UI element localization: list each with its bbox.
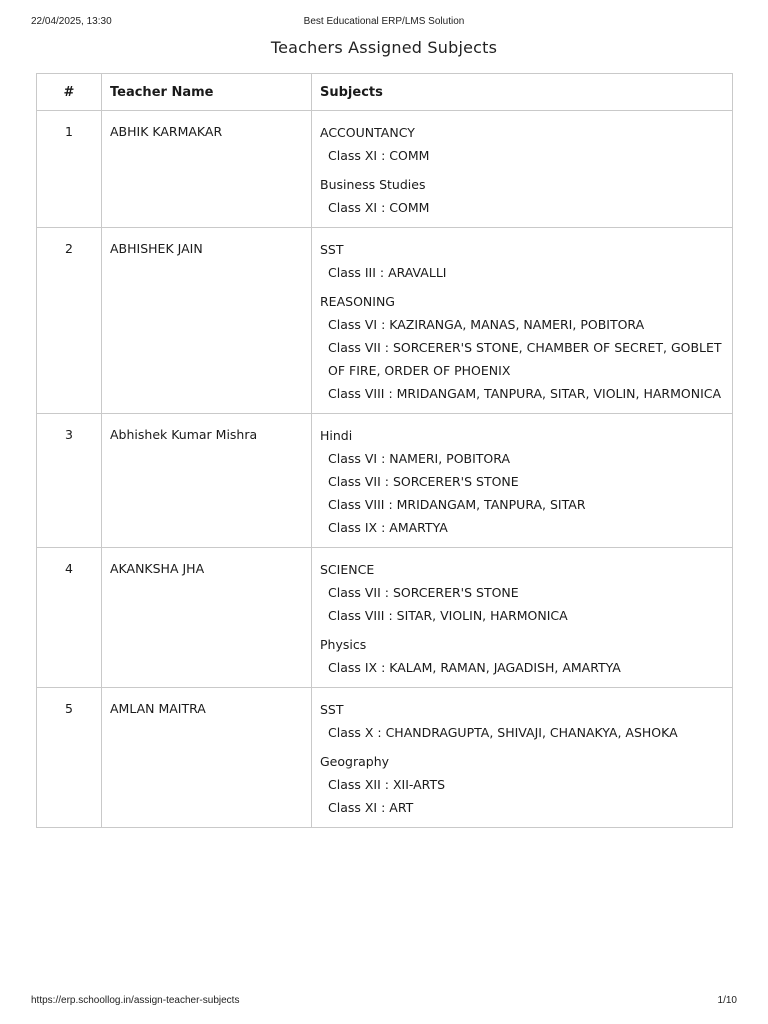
table-row (37, 414, 733, 548)
subject-block (320, 633, 724, 679)
class-assignment: Class IX : KALAM, RAMAN, JAGADISH, AMARTYA (328, 660, 621, 675)
class-assignment: Class VIII : MRIDANGAM, TANPURA, SITAR, VIOLIN, HARMONICA (328, 386, 722, 401)
class-assignment: Class VII : SORCERER'S STONE (328, 474, 519, 489)
class-assignment: Class XI : ART (328, 800, 414, 815)
class-assignment: Class VI : KAZIRANGA, MANAS, NAMERI, POBITORA (328, 317, 645, 332)
table-row (37, 548, 733, 688)
class-assignment: Class VIII : SITAR, VIOLIN, HARMONICA (328, 608, 568, 623)
print-footer (0, 995, 768, 1009)
subject-name: Physics (320, 637, 367, 652)
class-assignment: Class VIII : MRIDANGAM, TANPURA, SITAR (328, 497, 586, 512)
row-number: 2 (37, 228, 102, 414)
class-assignment: Class X : CHANDRAGUPTA, SHIVAJI, CHANAKYA, ASHOKA (328, 725, 678, 740)
class-assignment: Class XII : XII-ARTS (328, 777, 446, 792)
teacher-name: Abhishek Kumar Mishra (102, 414, 312, 548)
table-body (37, 111, 733, 828)
table-header-row (37, 74, 733, 111)
subject-block (320, 750, 724, 819)
class-assignment: Class VI : NAMERI, POBITORA (328, 451, 511, 466)
subject-block (320, 121, 724, 167)
subject-name: ACCOUNTANCY (320, 125, 415, 140)
column-header-number: # (37, 74, 102, 111)
row-number: 1 (37, 111, 102, 228)
subjects-cell (312, 688, 733, 828)
subject-name: Business Studies (320, 177, 426, 192)
teacher-name: ABHIK KARMAKAR (102, 111, 312, 228)
teacher-name: ABHISHEK JAIN (102, 228, 312, 414)
class-assignment: Class VII : SORCERER'S STONE, CHAMBER OF SECRET, GOBLET OF FIRE, ORDER OF PHOENIX (328, 340, 722, 378)
column-header-teacher-name: Teacher Name (102, 74, 312, 111)
class-assignment: Class XI : COMM (328, 200, 430, 215)
subject-block (320, 238, 724, 284)
subject-block (320, 424, 724, 539)
subject-block (320, 290, 724, 405)
subjects-cell (312, 414, 733, 548)
table-row (37, 228, 733, 414)
print-datetime: 22/04/2025, 13:30 (31, 16, 112, 27)
column-header-subjects: Subjects (312, 74, 733, 111)
subject-name: Geography (320, 754, 390, 769)
print-site-title: Best Educational ERP/LMS Solution (303, 16, 465, 27)
subject-name: SST (320, 242, 344, 257)
row-number: 4 (37, 548, 102, 688)
row-number: 3 (37, 414, 102, 548)
teacher-name: AKANKSHA JHA (102, 548, 312, 688)
print-page-counter: 1/10 (717, 995, 737, 1006)
teacher-name: AMLAN MAITRA (102, 688, 312, 828)
print-header (0, 16, 768, 30)
page-title: Teachers Assigned Subjects (270, 38, 498, 57)
subjects-cell (312, 548, 733, 688)
subject-block (320, 173, 724, 219)
subject-name: SCIENCE (320, 562, 375, 577)
class-assignment: Class IX : AMARTYA (328, 520, 448, 535)
subjects-cell (312, 228, 733, 414)
subject-name: Hindi (320, 428, 353, 443)
class-assignment: Class III : ARAVALLI (328, 265, 447, 280)
class-assignment: Class XI : COMM (328, 148, 430, 163)
print-url: https://erp.schoollog.in/assign-teacher-subjects (31, 995, 240, 1006)
subject-block (320, 698, 724, 744)
subjects-cell (312, 111, 733, 228)
subject-name: SST (320, 702, 344, 717)
subject-block (320, 558, 724, 627)
subject-name: REASONING (320, 294, 395, 309)
row-number: 5 (37, 688, 102, 828)
class-assignment: Class VII : SORCERER'S STONE (328, 585, 519, 600)
table-row (37, 111, 733, 228)
teacher-subjects-table (36, 73, 733, 828)
table-row (37, 688, 733, 828)
